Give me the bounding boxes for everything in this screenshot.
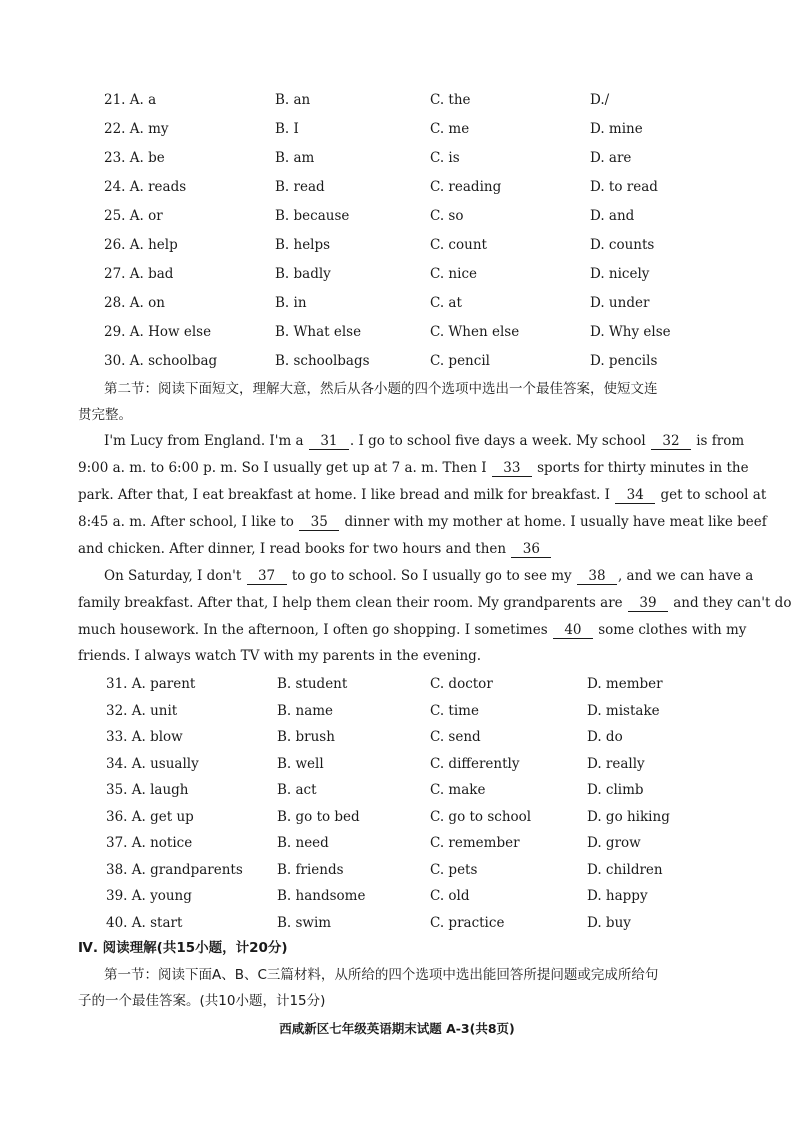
option-a: 39. A. young	[106, 888, 192, 904]
option-a: 32. A. unit	[106, 702, 178, 719]
option-b: B. act	[277, 782, 317, 798]
option-d: D. counts	[590, 237, 655, 253]
option-a: 21. A. a	[104, 92, 157, 108]
option-c: C. make	[430, 782, 486, 798]
option-c: C. reading	[430, 179, 502, 195]
option-a: 34. A. usually	[106, 755, 199, 772]
option-c: C. nice	[430, 266, 477, 282]
option-d: D. and	[590, 208, 635, 224]
option-b: B. go to bed	[277, 808, 360, 825]
blank-36: 36	[511, 542, 551, 558]
option-b: B. What else	[275, 324, 362, 340]
option-d: D. Why else	[590, 324, 671, 340]
question-row	[0, 673, 794, 695]
question-row	[0, 263, 794, 285]
option-b: B. brush	[277, 729, 335, 745]
option-b: B. am	[275, 150, 315, 166]
question-row	[0, 779, 794, 801]
question-row	[0, 832, 794, 854]
blank-35: 35	[299, 515, 339, 531]
option-d: D. do	[587, 729, 623, 745]
option-d: D. pencils	[590, 353, 658, 369]
option-b: B. student	[277, 676, 348, 692]
blank-34: 34	[615, 488, 655, 504]
option-b: B. swim	[277, 914, 332, 931]
question-row	[0, 205, 794, 227]
option-d: D./	[590, 92, 610, 108]
question-row	[0, 753, 794, 775]
option-d: D. go hiking	[587, 808, 670, 825]
option-a: 28. A. on	[104, 295, 165, 311]
blank-32: 32	[651, 434, 691, 450]
blank-39: 39	[628, 596, 668, 612]
passage-line: 8:45 a. m. After school, I like to 35 dinner with my mother at home. I usually have meat like beef	[78, 514, 767, 530]
option-a: 22. A. my	[104, 121, 169, 137]
option-a: 37. A. notice	[106, 835, 193, 851]
passage-line: I'm Lucy from England. I'm a 31 . I go to school five days a week. My school 32 is from	[104, 433, 745, 449]
option-b: B. read	[275, 179, 325, 195]
option-a: 27. A. bad	[104, 266, 174, 282]
option-d: D. to read	[590, 179, 658, 195]
option-b: B. friends	[277, 861, 344, 878]
question-row	[0, 176, 794, 198]
option-b: B. because	[275, 208, 350, 224]
option-a: 31. A. parent	[106, 676, 196, 692]
option-c: C. doctor	[430, 676, 493, 692]
blank-31: 31	[309, 434, 349, 450]
section2-instruction-line1: 第二节：阅读下面短文，理解大意，然后从各小题的四个选项中选出一个最佳答案，使短文连	[104, 381, 658, 397]
option-b: B. schoolbags	[275, 353, 370, 369]
blank-40: 40	[553, 623, 593, 639]
option-c: C. differently	[430, 755, 520, 772]
passage-line: 9:00 a. m. to 6:00 p. m. So I usually get up at 7 a. m. Then I 33 sports for thirty minutes in the	[78, 460, 749, 476]
option-c: C. at	[430, 295, 462, 311]
option-a: 25. A. or	[104, 208, 163, 224]
option-c: C. so	[430, 208, 464, 224]
question-row	[0, 726, 794, 748]
question-row	[0, 912, 794, 934]
question-row	[0, 806, 794, 828]
section4-title: Ⅳ. 阅读理解(共15小题，计20分)	[78, 940, 288, 956]
passage-line: and chicken. After dinner, I read books for two hours and then 36	[78, 539, 718, 559]
blank-33: 33	[492, 461, 532, 477]
option-a: 35. A. laugh	[106, 782, 189, 798]
option-b: B. handsome	[277, 888, 366, 904]
option-b: B. I	[275, 121, 299, 137]
option-c: C. the	[430, 92, 471, 108]
option-a: 40. A. start	[106, 914, 183, 931]
option-d: D. happy	[587, 888, 648, 904]
option-a: 38. A. grandparents	[106, 861, 243, 878]
option-d: D. are	[590, 150, 632, 166]
question-row	[0, 859, 794, 881]
question-row	[0, 350, 794, 372]
option-c: C. go to school	[430, 808, 532, 825]
section2-instruction-line2: 贯完整。	[78, 407, 132, 423]
option-a: 30. A. schoolbag	[104, 353, 218, 369]
option-c: C. send	[430, 729, 481, 745]
section4-instruction-line2: 子的一个最佳答案。(共10小题，计15分)	[78, 993, 326, 1009]
passage-line: much housework. In the afternoon, I often go shopping. I sometimes 40 some clothes with my	[78, 622, 747, 638]
option-d: D. mine	[590, 121, 643, 137]
option-c: C. is	[430, 150, 460, 166]
question-row	[0, 118, 794, 140]
option-d: D. grow	[587, 835, 641, 851]
option-b: B. helps	[275, 237, 331, 253]
question-row	[0, 292, 794, 314]
question-row	[0, 700, 794, 722]
blank-37: 37	[247, 569, 287, 585]
option-b: B. an	[275, 92, 311, 108]
option-a: 23. A. be	[104, 150, 165, 166]
question-row	[0, 234, 794, 256]
option-b: B. badly	[275, 266, 331, 282]
passage-line: park. After that, I eat breakfast at home. I like bread and milk for breakfast. I 34 get to school at	[78, 487, 767, 503]
blank-38: 38	[577, 569, 617, 585]
section4-instruction-line1: 第一节：阅读下面A、B、C三篇材料，从所给的四个选项中选出能回答所提问题或完成所给句	[104, 967, 659, 983]
option-d: D. buy	[587, 914, 631, 931]
passage-line: On Saturday, I don't 37 to go to school. So I usually go to see my 38 , and we can have a	[104, 568, 754, 584]
option-c: C. old	[430, 888, 470, 904]
option-c: C. remember	[430, 835, 520, 851]
option-a: 26. A. help	[104, 237, 178, 253]
question-row	[0, 885, 794, 907]
option-d: D. climb	[587, 782, 644, 798]
option-d: D. children	[587, 861, 663, 878]
option-b: B. name	[277, 702, 334, 719]
option-b: B. in	[275, 295, 307, 311]
option-c: C. pets	[430, 861, 478, 878]
option-a: 24. A. reads	[104, 179, 187, 195]
option-c: C. practice	[430, 914, 505, 931]
page-footer: 西咸新区七年级英语期末试题 A-3(共8页)	[279, 1021, 515, 1036]
option-c: C. time	[430, 702, 479, 719]
passage-line: friends. I always watch TV with my parents in the evening.	[78, 648, 482, 664]
option-c: C. When else	[430, 324, 520, 340]
option-d: D. mistake	[587, 702, 660, 719]
option-c: C. pencil	[430, 353, 490, 369]
option-b: B. need	[277, 835, 329, 851]
option-d: D. really	[587, 755, 645, 772]
option-b: B. well	[277, 755, 324, 772]
passage-line: family breakfast. After that, I help them clean their room. My grandparents are 39 and they can't do	[78, 595, 792, 611]
option-d: D. member	[587, 676, 663, 692]
option-c: C. me	[430, 121, 470, 137]
option-d: D. under	[590, 295, 650, 311]
question-row	[0, 321, 794, 343]
option-d: D. nicely	[590, 266, 650, 282]
question-row	[0, 89, 794, 111]
option-c: C. count	[430, 237, 487, 253]
option-a: 29. A. How else	[104, 324, 212, 340]
option-a: 33. A. blow	[106, 729, 183, 745]
question-row	[0, 147, 794, 169]
option-a: 36. A. get up	[106, 808, 194, 825]
